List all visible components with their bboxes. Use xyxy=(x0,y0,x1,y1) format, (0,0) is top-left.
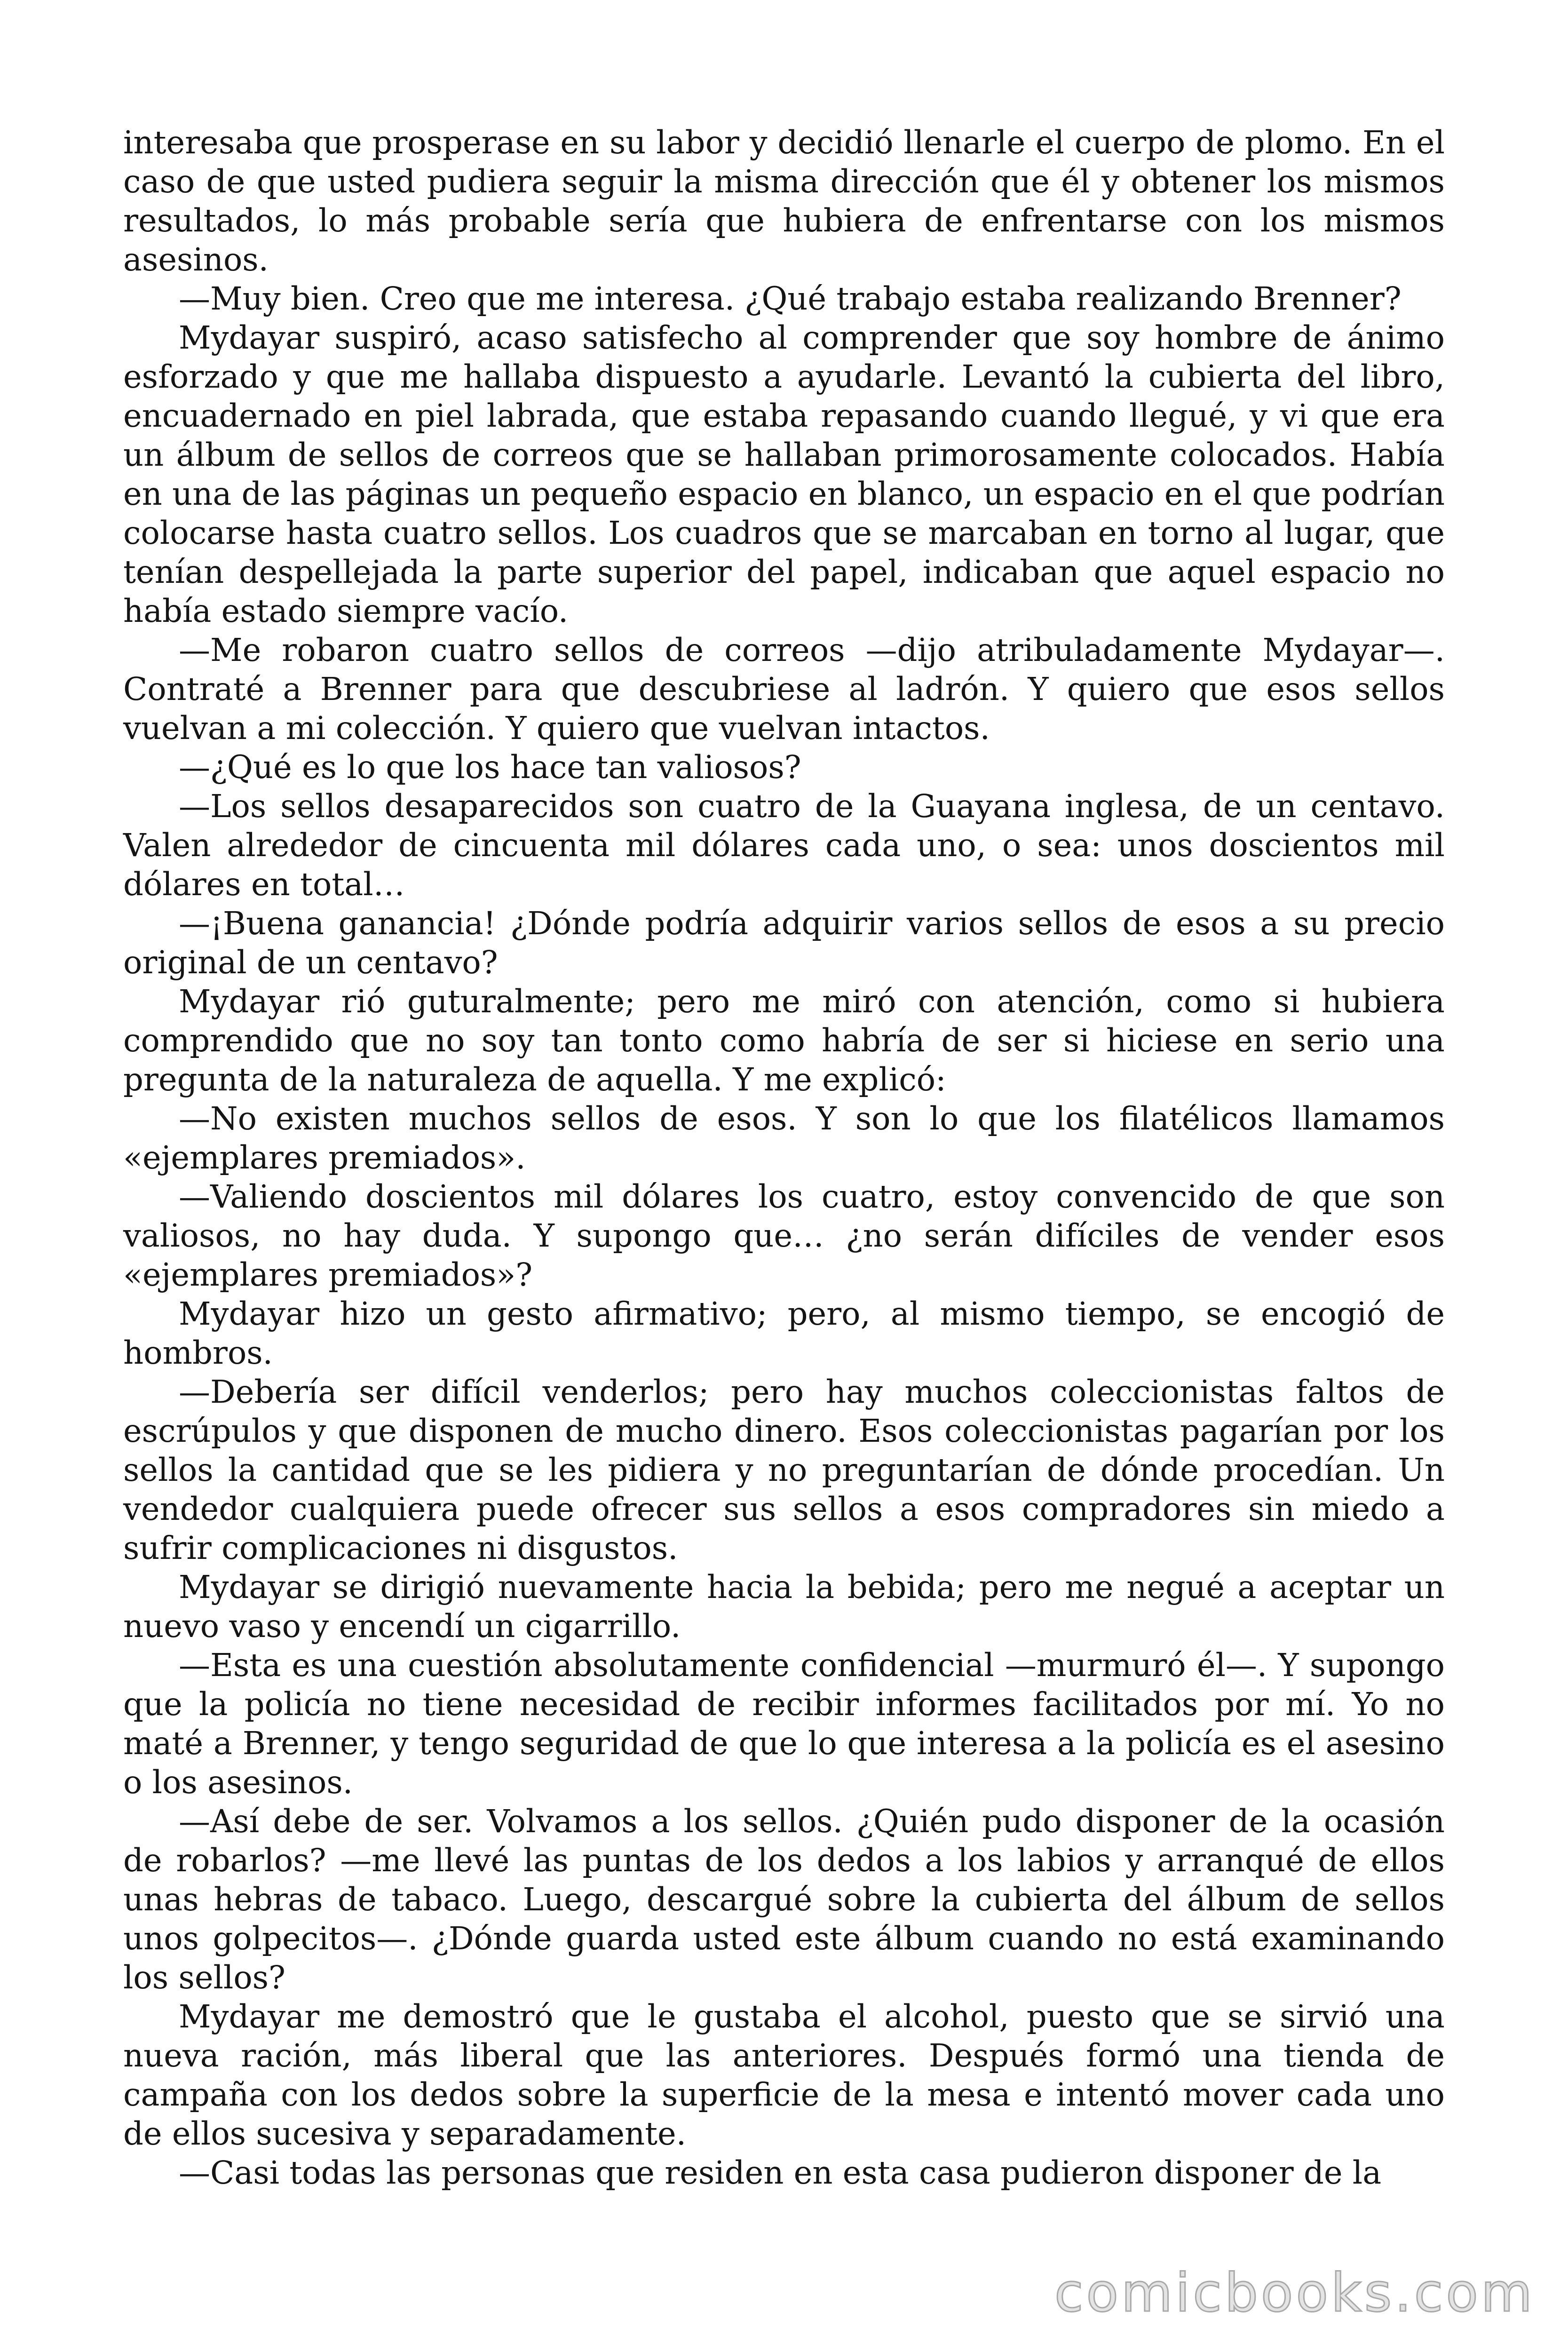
paragraph: Mydayar suspiró, acaso satisfecho al comprender que soy hombre de ánimo esforzado y que me hallaba dispuesto a ayudarle. Levantó la cubierta del libro, encuadernado en piel labrada, que estaba repasando cuando llegué, y vi que era un álbum de sellos de correos que se hallaban primorosamente colocados. Había en una de las páginas un pequeño espacio en blanco, un espacio en el que podrían colocarse hasta cuatro sellos. Los cuadros que se marcaban en torno al lugar, que tenían despellejada la parte superior del papel, indicaban que aquel espacio no había estado siempre vacío. xyxy=(123,319,1445,629)
paragraph: interesaba que prosperase en su labor y decidió llenarle el cuerpo de plomo. En el caso de que usted pudiera seguir la misma dirección que él y obtener los mismos resultados, lo más probable sería que hubiera de enfrentarse con los mismos asesinos. xyxy=(123,124,1445,278)
paragraph: Mydayar hizo un gesto afirmativo; pero, al mismo tiempo, se encogió de hombros. xyxy=(123,1295,1445,1371)
paragraph: Mydayar me demostró que le gustaba el alcohol, puesto que se sirvió una nueva ración, más liberal que las anteriores. Después formó una tienda de campaña con los dedos sobre la superficie de la mesa e intentó mover cada uno de ellos sucesiva y separadamente. xyxy=(123,1998,1445,2152)
paragraph: —No existen muchos sellos de esos. Y son lo que los filatélicos llamamos «ejemplares premiados». xyxy=(123,1100,1445,1176)
paragraph: —Valiendo doscientos mil dólares los cuatro, estoy convencido de que son valiosos, no hay duda. Y supongo que… ¿no serán difíciles de vender esos «ejemplares premiados»? xyxy=(123,1178,1445,1293)
paragraph: —Me robaron cuatro sellos de correos —dijo atribuladamente Mydayar—. Contraté a Brenner para que descubriese al ladrón. Y quiero que esos sellos vuelvan a mi colección. Y quiero que vuelvan intactos. xyxy=(123,632,1445,747)
paragraph: —¿Qué es lo que los hace tan valiosos? xyxy=(179,749,801,786)
paragraph: —Así debe de ser. Volvamos a los sellos. ¿Quién pudo disponer de la ocasión de robarlos? —me llevé las puntas de los dedos a los labios y arranqué de ellos unas hebras de tabaco. Luego, descargué sobre la cubierta del álbum de sellos unos golpecitos—. ¿Dónde guarda usted este álbum cuando no está examinando los sellos? xyxy=(123,1803,1445,1996)
paragraph: Mydayar se dirigió nuevamente hacia la bebida; pero me negué a aceptar un nuevo vaso y encendí un cigarrillo. xyxy=(123,1569,1445,1645)
paragraph: —Esta es una cuestión absolutamente confidencial —murmuró él—. Y supongo que la policía no tiene necesidad de recibir informes facilitados por mí. Yo no maté a Brenner, y tengo seguridad de que lo que interesa a la policía es el asesino o los asesinos. xyxy=(123,1647,1445,1801)
paragraph: Mydayar rió guturalmente; pero me miró con atención, como si hubiera comprendido que no soy tan tonto como habría de ser si hiciese en serio una pregunta de la naturaleza de aquella. Y me explicó: xyxy=(123,983,1445,1098)
paragraph: —¡Buena ganancia! ¿Dónde podría adquirir varios sellos de esos a su precio original de un centavo? xyxy=(123,905,1445,981)
paragraph: —Los sellos desaparecidos son cuatro de la Guayana inglesa, de un centavo. Valen alrededor de cincuenta mil dólares cada uno, o sea: unos doscientos mil dólares en total… xyxy=(123,788,1445,903)
watermark: comicbooks.com xyxy=(1054,2263,1535,2324)
paragraph: —Debería ser difícil venderlos; pero hay muchos coleccionistas faltos de escrúpulos y que disponen de mucho dinero. Esos coleccionistas pagarían por los sellos la cantidad que se les pidiera y no preguntarían de dónde procedían. Un vendedor cualquiera puede ofrecer sus sellos a esos compradores sin miedo a sufrir complicaciones ni disgustos. xyxy=(123,1374,1445,1566)
paragraph: —Casi todas las personas que residen en esta casa pudieron disponer de la xyxy=(179,2154,1382,2191)
paragraph: —Muy bien. Creo que me interesa. ¿Qué trabajo estaba realizando Brenner? xyxy=(179,280,1402,317)
page-body-text xyxy=(123,123,1445,2193)
